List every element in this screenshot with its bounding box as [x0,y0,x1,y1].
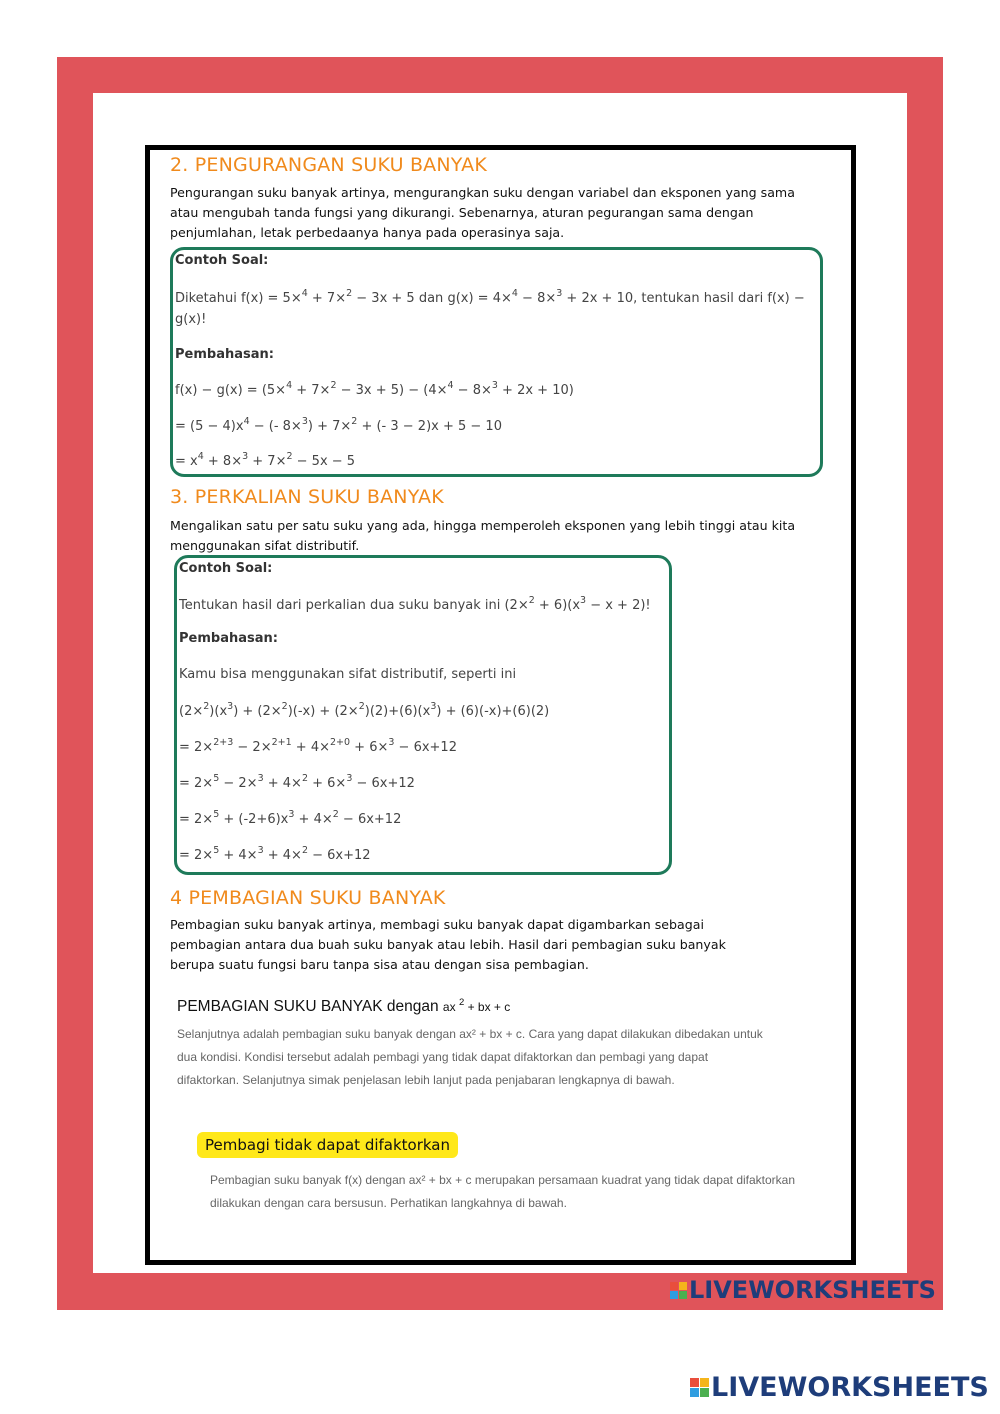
solution-intro: Kamu bisa menggunakan sifat distributif, seperti ini [179,667,517,682]
logo-mark-icon [670,1282,687,1299]
section-4-text: Pembagian suku banyak artinya, membagi suku banyak dapat digambarkan sebagai pembagian antara dua buah suku banyak atau lebih. Hasil dari pembagian suku banyak berupa suatu fungsi baru tanpa sisa atau dengan sisa pembagian. [170,917,726,972]
problem-statement: Tentukan hasil dari perkalian dua suku banyak ini $(2\times^2 + 6)(x^3 - x + 2)$! [179,595,651,613]
pembahasan-label: Pembahasan: [175,347,274,362]
solution-step: = $x^4 + 8\times^3 + 7\times^2 - 5x - 5$ [175,451,356,469]
pembahasan-label: Pembahasan: [179,631,278,646]
solution-step: = 2×$^5$ − 2×$^3$ + 4×$^2$ + 6×$^3$ − 6x+12 [179,773,415,791]
example-box-multiplication [174,555,672,875]
example-box-subtraction [170,247,823,477]
section-4-heading: 4 PEMBAGIAN SUKU BANYAK [170,887,446,909]
worksheet-page [145,145,856,1265]
problem-statement-cont: g(x)! [175,312,207,327]
section-2-heading: 2. PENGURANGAN SUKU BANYAK [170,154,487,176]
liveworksheets-logo-footer: LIVEWORKSHEETS [690,1372,989,1403]
contoh-soal-label: Contoh Soal: [175,253,269,268]
section-2-text: Pengurangan suku banyak artinya, mengurangkan suku dengan variabel dan eksponen yang sama atau mengubah tanda fungsi yang dikurangi. Sebenarnya, aturan pegurangan sama dengan penjumlahan, letak perbedaanya hanya pada operasinya saja. [170,185,795,240]
solution-step: f(x) − g(x) = (5×$^4$ + 7×$^2$ − 3x + 5) − (4×$^4$ − 8×$^3$ + 2x + 10) [175,380,574,398]
section-3-text: Mengalikan satu per satu suku yang ada, hingga memperoleh eksponen yang lebih tinggi atau kita menggunakan sifat distributif. [170,518,796,553]
problem-statement: Diketahui f(x) = 5×$^4$ + 7×$^2$ − 3x + 5 dan g(x) = 4×$^4$ − 8×$^3$ + 2x + 10, tentukan hasil dari f(x) − [175,288,805,306]
solution-step: = 2×$^5$ + 4×$^3$ + 4×$^2$ − 6x+12 [179,845,371,863]
method-pill: Pembagi tidak dapat difaktorkan [197,1132,458,1158]
division-description: Selanjutnya adalah pembagian suku banyak dengan ax² + bx + c. Cara yang dapat dilakukan dibedakan untuk dua kondisi. Kondisi tersebut adalah pembagi yang tidak dapat difaktorkan dan pembagi yang dapat difaktorkan. Selanjutnya simak penjelasan lebih lanjut pada penjabaran lengkapnya di bawah. [177,1027,763,1087]
section-3-heading: 3. PERKALIAN SUKU BANYAK [170,486,444,508]
method-description: Pembagian suku banyak f(x) dengan ax² + bx + c merupakan persamaan kuadrat yang tidak dapat difaktorkan dilakukan dengan cara bersusun. Perhatikan langkahnya di bawah. [210,1173,796,1210]
logo-mark-icon [690,1378,709,1397]
division-subtitle: PEMBAGIAN SUKU BANYAK dengan ax $^2$ + bx + c [177,997,511,1015]
solution-step: = $2\times^5 + (-2+6)x^3 + 4\times^2 - 6x+12$ [179,809,402,827]
contoh-soal-label: Contoh Soal: [179,561,273,576]
solution-step: $(2\times^2)(x^3) + (2\times^2)(-x) + (2\times^2)(2)+(6)(x^3) + (6)(-x)+(6)(2)$ [179,701,550,719]
solution-step: = 2×$^{2+3}$ − 2×$^{2+1}$ + 4×$^{2+0}$ + 6×$^3$ − 6x+12 [179,737,457,755]
liveworksheets-logo: LIVEWORKSHEETS [670,1276,936,1304]
solution-step: = $(5 - 4)x^4$ − (- 8×$^3$) + 7×$^2$ + (- 3 − 2)x + 5 − 10 [175,416,502,434]
